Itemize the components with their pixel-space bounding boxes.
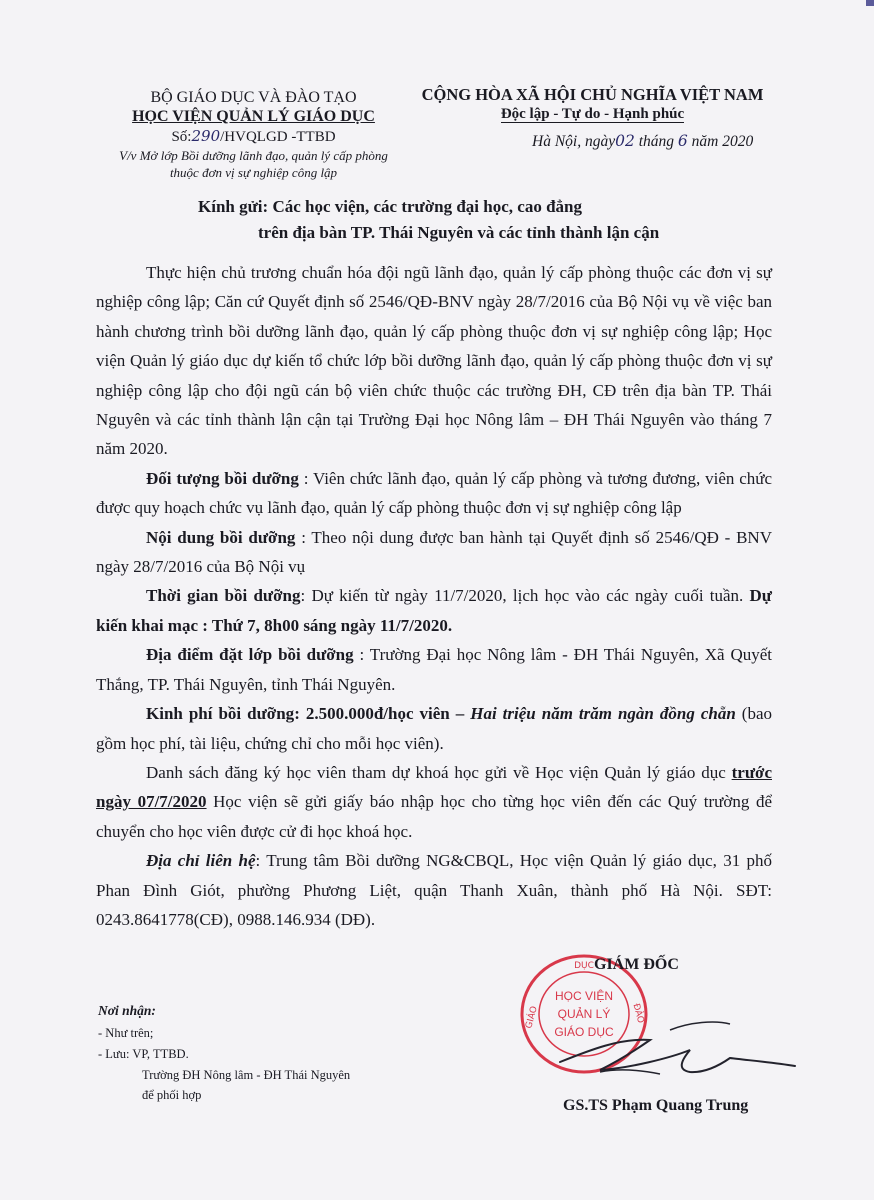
paragraph-contact: Địa chỉ liên hệ: Trung tâm Bồi dưỡng NG&CBQL, Học viện Quản lý giáo dục, 31 phố Phan Đình Giót, phường Phương Liệt, quận Thanh Xuân, thành phố Hà Nội. SĐT: 0243.8641778(CĐ), 0988.146.934 (DĐ). (96, 851, 773, 929)
paragraph-registration: Danh sách đăng ký học viên tham dự khoá học gửi về Học viện Quản lý giáo dục trước ngày 07/7/2020 Học viện sẽ gửi giấy báo nhập học cho từng học viên đến các Quý trường để chuyển cho học viên được cử đi học khoá học. (96, 762, 773, 841)
ministry-name: BỘ GIÁO DỤC VÀ ĐÀO TẠO (150, 89, 357, 106)
letter-body (96, 258, 772, 934)
signer-name: GS.TS Phạm Quang Trung (563, 1097, 749, 1114)
docno-suffix: /HVQLGD -TTBD (220, 129, 336, 145)
stamp-line-2: QUẢN LÝ (557, 1007, 611, 1021)
stamp-ring-left: GIÁO (524, 1005, 540, 1030)
paragraph-target: Đối tượng bồi dưỡng : Viên chức lãnh đạo, quản lý cấp phòng và tương đương, viên chức được quy hoạch chức vụ lãnh đạo, quản lý cấp phòng thuộc đơn vị sự nghiệp công lập (96, 468, 772, 518)
stamp-ring-right: ĐÀO (630, 1002, 646, 1025)
stamp-line-3: GIÁO DỤC (554, 1025, 614, 1039)
issue-date: Hà Nội, ngày02 tháng 6 năm 2020 (532, 132, 754, 150)
docno-prefix: Số: (171, 129, 192, 145)
stamp-ring-top: DỤC (574, 961, 594, 971)
paragraph-schedule: Thời gian bồi dưỡng: Dự kiến từ ngày 11/7/2020, lịch học vào các ngày cuối tuần. Dự kiến khai mạc : Thứ 7, 8h00 sáng ngày 11/7/2020. (96, 586, 772, 635)
issuer-header (96, 88, 411, 181)
receiver-item: Trường ĐH Nông lâm - ĐH Thái Nguyên (142, 1068, 351, 1082)
receivers-title: Nơi nhận: (98, 1003, 156, 1018)
national-header (420, 85, 765, 124)
institute-name: HỌC VIỆN QUẢN LÝ GIÁO DỤC (132, 108, 375, 125)
paragraph-intro: Thực hiện chủ trương chuẩn hóa đội ngũ lãnh đạo, quản lý cấp phòng thuộc các đơn vị sự nghiệp công lập; Căn cứ Quyết định số 2546/QĐ-BNV ngày 28/7/2016 của Bộ Nội vụ về việc ban hành chương trình bồi dưỡng lãnh đạo, quản lý cấp phòng thuộc đơn vị sự nghiệp công lập; Học viện Quản lý giáo dục dự kiến tổ chức lớp bồi dưỡng lãnh đạo, quản lý cấp phòng thuộc đơn vị sự nghiệp công lập cho đội ngũ cán bộ viên chức thuộc các trường ĐH, CĐ trên địa bàn TP. Thái Nguyên và các tỉnh thành lận cận tại Trường Đại học Nông lâm – ĐH Thái Nguyên vào tháng 7 năm 2020. (96, 263, 772, 459)
recipient-line-2: trên địa bàn TP. Thái Nguyên và các tỉnh thành lận cận (258, 223, 660, 242)
paragraph-location: Địa điểm đặt lớp bồi dưỡng : Trường Đại học Nông lâm - ĐH Thái Nguyên, Xã Quyết Thắng, TP. Thái Nguyên, tỉnh Thái Nguyên. (96, 645, 772, 694)
recipient-block (198, 194, 798, 246)
date-day-handwritten: 02 (615, 132, 635, 150)
handwritten-signature (540, 1010, 800, 1090)
stamp-line-1: HỌC VIỆN (554, 989, 614, 1003)
document-number (96, 126, 411, 147)
paragraph-content: Nội dung bồi dưỡng : Theo nội dung được ban hành tại Quyết định số 2546/QĐ - BNV ngày 28/7/2016 của Bộ Nội vụ (96, 527, 772, 577)
date-month-handwritten: 6 (677, 132, 688, 150)
republic-name: CỘNG HÒA XÃ HỘI CHỦ NGHĨA VIỆT NAM (421, 85, 764, 104)
subject-line-1: V/v Mở lớp Bồi dưỡng lãnh đạo, quản lý cấp phòng (119, 148, 388, 163)
signatory-title: GIÁM ĐỐC (594, 956, 679, 973)
scan-edge-mark (866, 0, 874, 6)
recipient-line-1: Kính gửi: Các học viện, các trường đại học, cao đẳng (198, 197, 582, 216)
registration-deadline: trước ngày 07/7/2020 (96, 762, 772, 812)
receivers-block (98, 1000, 418, 1105)
paragraph-fee: Kinh phí bồi dưỡng: 2.500.000đ/học viên – Hai triệu năm trăm ngàn đồng chẵn (bao gồm học phí, tài liệu, chứng chỉ cho mỗi học viên). (96, 704, 772, 753)
receiver-item: - Lưu: VP, TTBD. (98, 1047, 189, 1061)
subject-line-2: thuộc đơn vị sự nghiệp công lập (169, 165, 338, 180)
national-motto: Độc lập - Tự do - Hạnh phúc (500, 106, 685, 122)
receiver-item: để phối hợp (142, 1088, 202, 1102)
receiver-item: - Như trên; (98, 1026, 154, 1040)
docno-handwritten: 290 (191, 127, 221, 145)
